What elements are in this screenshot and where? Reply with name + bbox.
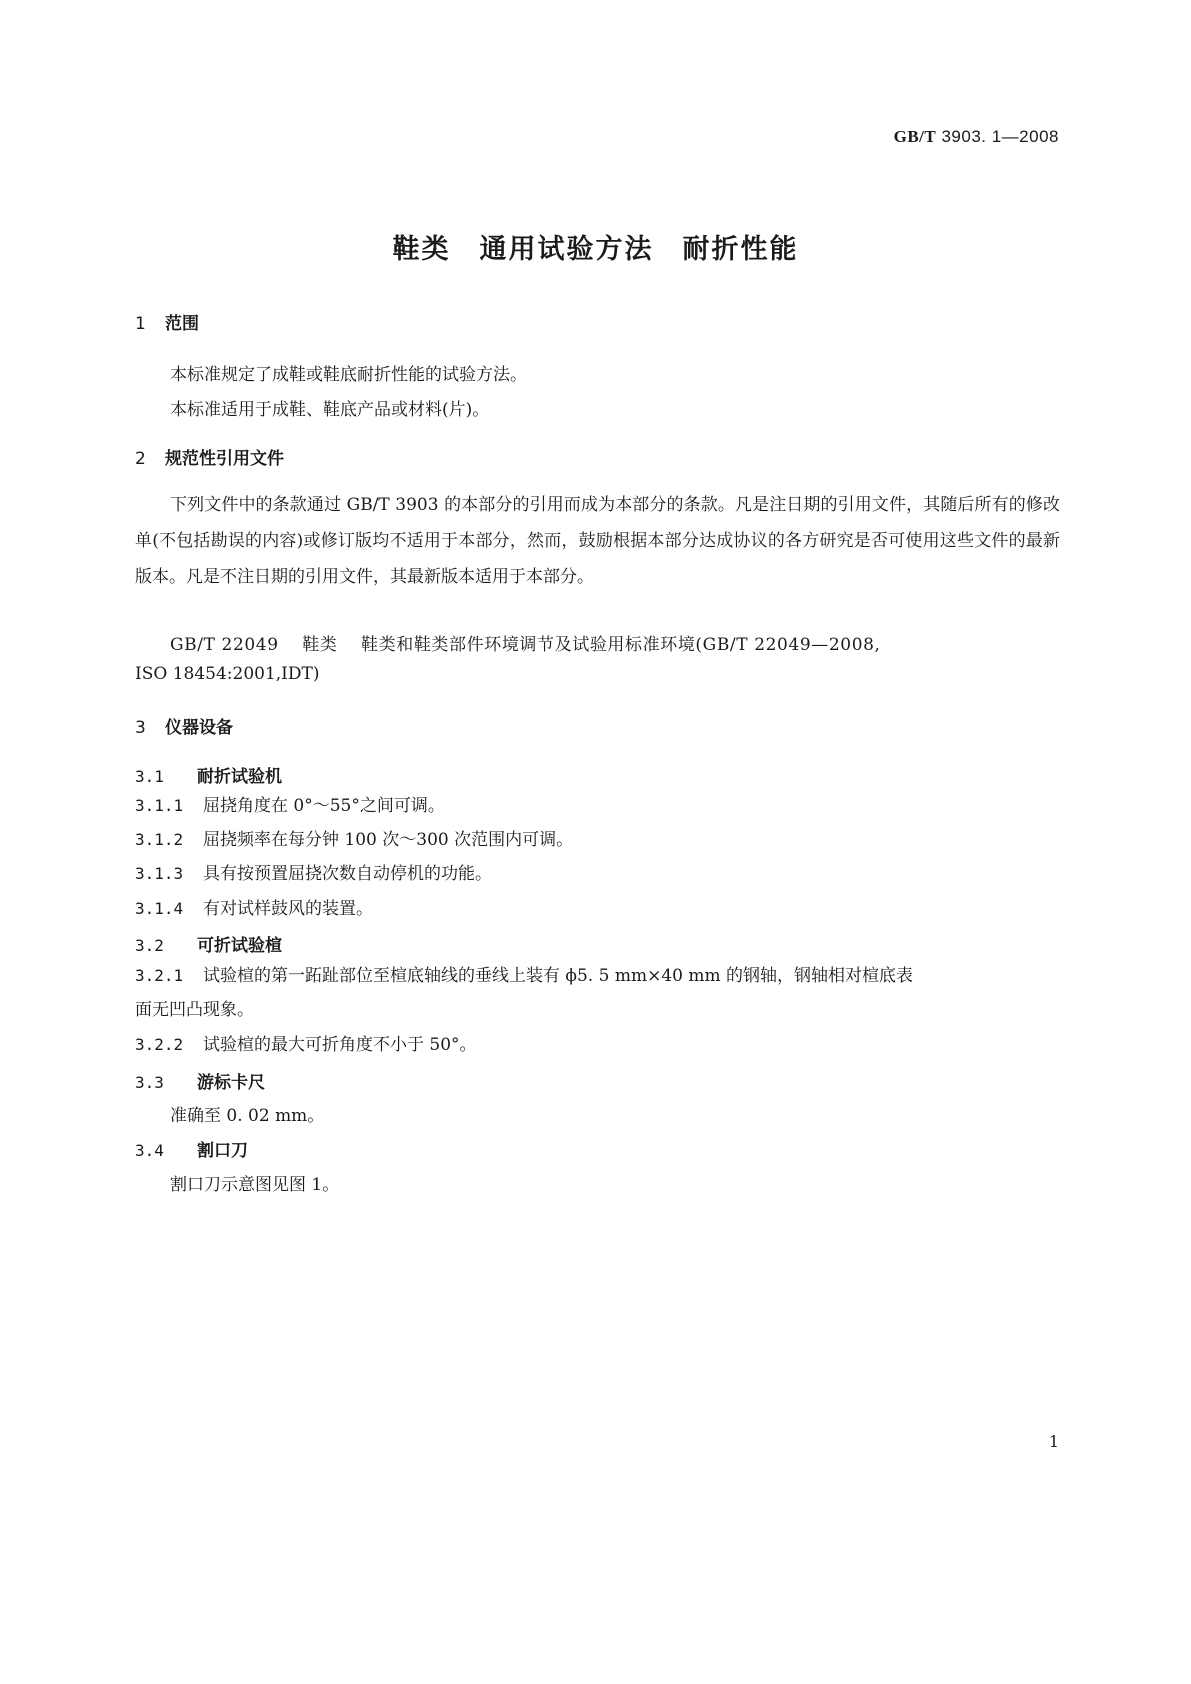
clause-number: 3.2.1 [135, 966, 184, 985]
subsection-3-4-text: 割口刀示意图见图 1。 [170, 1175, 340, 1195]
clause-3-1-4 [135, 891, 1060, 927]
subsection-3-2-heading [135, 931, 282, 956]
section-number: 3 [135, 718, 146, 738]
subsection-3-4-heading [135, 1136, 248, 1161]
reference-entry-line-1: GB/T 22049 鞋类 鞋类和鞋类部件环境调节及试验用标准环境(GB/T 22049—2008, [170, 635, 881, 655]
section-title: 仪器设备 [165, 718, 233, 738]
section-title: 范围 [165, 314, 199, 334]
standard-code-number: 3903. 1—2008 [941, 127, 1059, 146]
subsection-title: 割口刀 [197, 1141, 248, 1161]
reference-entry-line-2: ISO 18454:2001,IDT) [135, 664, 320, 684]
subsection-number: 3.4 [135, 1141, 164, 1160]
clause-text: 具有按预置屈挠次数自动停机的功能。 [203, 864, 492, 884]
subsection-3-3-heading [135, 1068, 265, 1093]
clause-3-2-1-continued: 面无凹凸现象。 [135, 1000, 254, 1020]
clause-text: 有对试样鼓风的装置。 [203, 899, 373, 919]
clause-text: 屈挠频率在每分钟 100 次～300 次范围内可调。 [203, 830, 574, 850]
subsection-title: 游标卡尺 [197, 1073, 265, 1093]
page-number: 1 [1048, 1432, 1059, 1451]
subsection-number: 3.1 [135, 767, 164, 786]
section-2-paragraph: 下列文件中的条款通过 GB/T 3903 的本部分的引用而成为本部分的条款。凡是注日期的引用文件，其随后所有的修改单(不包括勘误的内容)或修订版均不适用于本部分，然而，鼓励根据本部分达成协议的各方研究是否可使用这些文件的最新版本。凡是不注日期的引用文件，其最新版本适用于本部分。 [135, 495, 1060, 587]
clause-text: 屈挠角度在 0°～55°之间可调。 [203, 796, 445, 816]
clause-3-2-1 [135, 958, 1060, 994]
clause-3-1-2 [135, 822, 1060, 858]
section-1-heading [135, 309, 199, 334]
subsection-title: 耐折试验机 [197, 767, 282, 787]
clause-3-2-2 [135, 1027, 1060, 1063]
section-1-paragraph-1: 本标准规定了成鞋或鞋底耐折性能的试验方法。 [170, 365, 527, 385]
section-title: 规范性引用文件 [165, 449, 284, 469]
subsection-3-3-text: 准确至 0. 02 mm。 [170, 1106, 325, 1126]
clause-number: 3.1.1 [135, 796, 184, 815]
subsection-number: 3.2 [135, 936, 164, 955]
clause-3-1-3 [135, 856, 1060, 892]
standard-code [894, 127, 1059, 147]
clause-number: 3.1.2 [135, 830, 184, 849]
subsection-3-1-heading [135, 762, 282, 787]
clause-text: 试验楦的第一跖趾部位至楦底轴线的垂线上装有 ϕ5. 5 mm×40 mm 的钢轴，钢轴相对楦底表 [203, 966, 913, 986]
clause-number: 3.1.4 [135, 899, 184, 918]
section-3-heading [135, 713, 233, 738]
subsection-title: 可折试验楦 [197, 936, 282, 956]
clause-text: 试验楦的最大可折角度不小于 50°。 [203, 1035, 477, 1055]
document-title: 鞋类 通用试验方法 耐折性能 [392, 234, 799, 265]
subsection-number: 3.3 [135, 1073, 164, 1092]
section-2-heading [135, 444, 284, 469]
section-number: 1 [135, 314, 146, 334]
section-1-paragraph-2: 本标准适用于成鞋、鞋底产品或材料(片)。 [170, 400, 490, 420]
clause-3-1-1 [135, 788, 1060, 824]
section-number: 2 [135, 449, 146, 469]
clause-number: 3.2.2 [135, 1035, 184, 1054]
standard-code-prefix: GB/T [893, 127, 937, 146]
clause-number: 3.1.3 [135, 864, 184, 883]
